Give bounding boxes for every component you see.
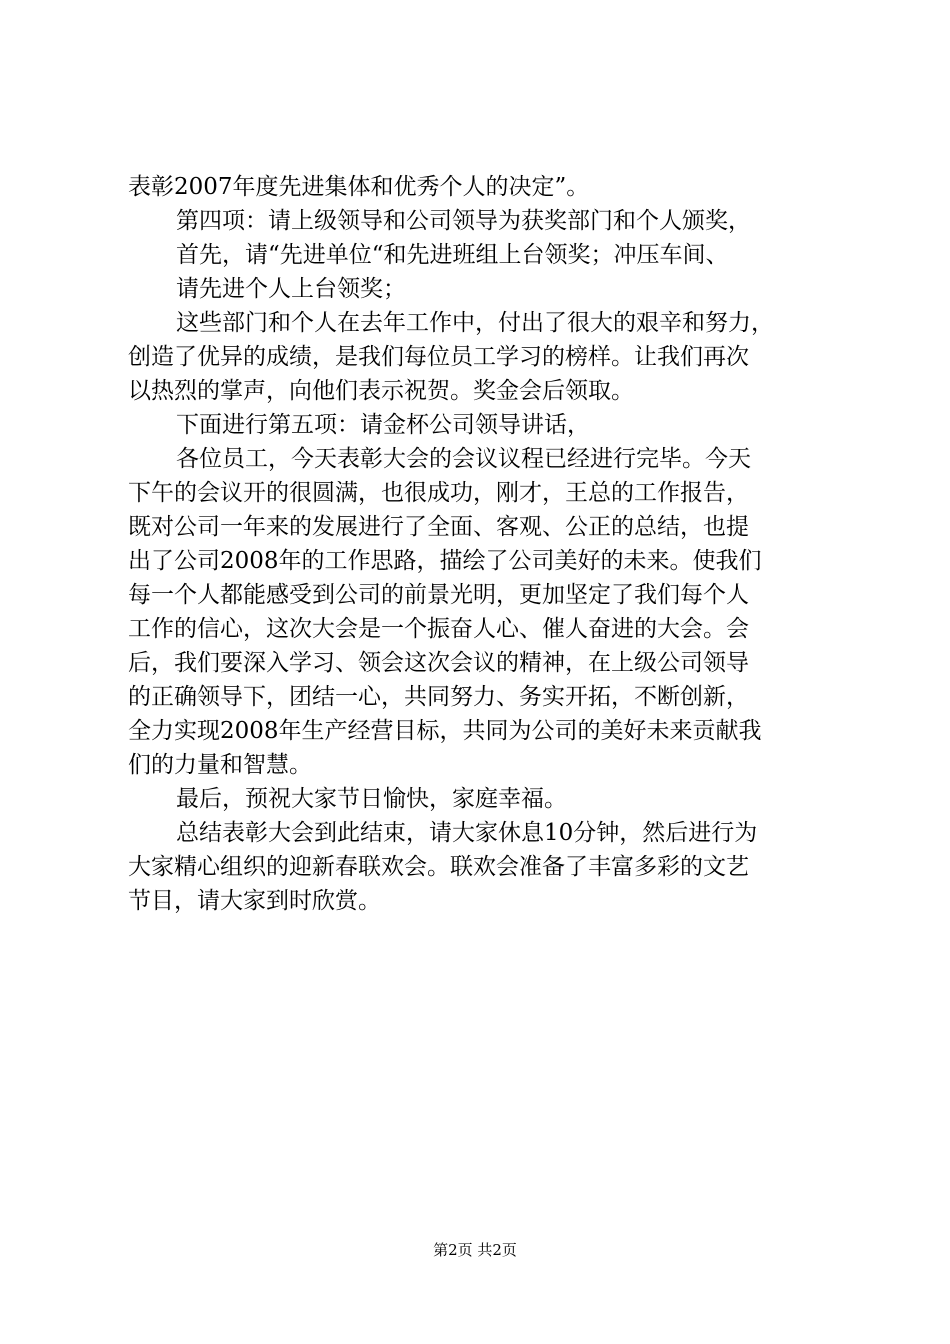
- text-line: 的正确领导下，团结一心，共同努力、务实开拓，不断创新，: [128, 684, 749, 710]
- text-line: 各位员工，今天表彰大会的会议议程已经进行完毕。今天: [176, 446, 751, 472]
- text-line: 后，我们要深入学习、领会这次会议的精神，在上级公司领导: [128, 650, 749, 676]
- text-line: 最后，预祝大家节日愉快，家庭幸福。: [176, 786, 567, 812]
- document-body: [128, 170, 828, 918]
- text-line: 节目，请大家到时欣赏。: [128, 888, 381, 914]
- text-line: 工作的信心，这次大会是一个振奋人心、催人奋进的大会。会: [128, 616, 749, 642]
- text-line: 大家精心组织的迎新春联欢会。联欢会准备了丰富多彩的文艺: [128, 854, 749, 880]
- text-line: 以热烈的掌声，向他们表示祝贺。奖金会后领取。: [128, 378, 634, 404]
- text-line: 既对公司一年来的发展进行了全面、客观、公正的总结，也提: [128, 514, 749, 540]
- text-line: 总结表彰大会到此结束，请大家休息10分钟，然后进行为: [176, 820, 758, 846]
- page-number-footer: 第2页 共2页: [433, 1241, 517, 1259]
- text-line: 全力实现2008年生产经营目标，共同为公司的美好未来贡献我: [128, 718, 762, 744]
- text-line: 表彰2007年度先进集体和优秀个人的决定”。: [128, 174, 590, 200]
- text-line: 第四项：请上级领导和公司领导为获奖部门和个人颁奖，: [176, 208, 751, 234]
- text-line: 下午的会议开的很圆满，也很成功，刚才，王总的工作报告，: [128, 480, 749, 506]
- text-line: 请先进个人上台领奖；: [176, 276, 406, 302]
- text-line: 创造了优异的成绩，是我们每位员工学习的榜样。让我们再次: [128, 344, 749, 370]
- text-line: 首先，请“先进单位“和先进班组上台领奖；冲压车间、: [176, 242, 729, 268]
- text-line: 们的力量和智慧。: [128, 752, 312, 778]
- text-line: 这些部门和个人在去年工作中，付出了很大的艰辛和努力，: [176, 310, 774, 336]
- text-line: 每一个人都能感受到公司的前景光明，更加坚定了我们每个人: [128, 582, 749, 608]
- text-line: 出了公司2008年的工作思路，描绘了公司美好的未来。使我们: [128, 548, 762, 574]
- text-line: 下面进行第五项：请金杯公司领导讲话，: [176, 412, 590, 438]
